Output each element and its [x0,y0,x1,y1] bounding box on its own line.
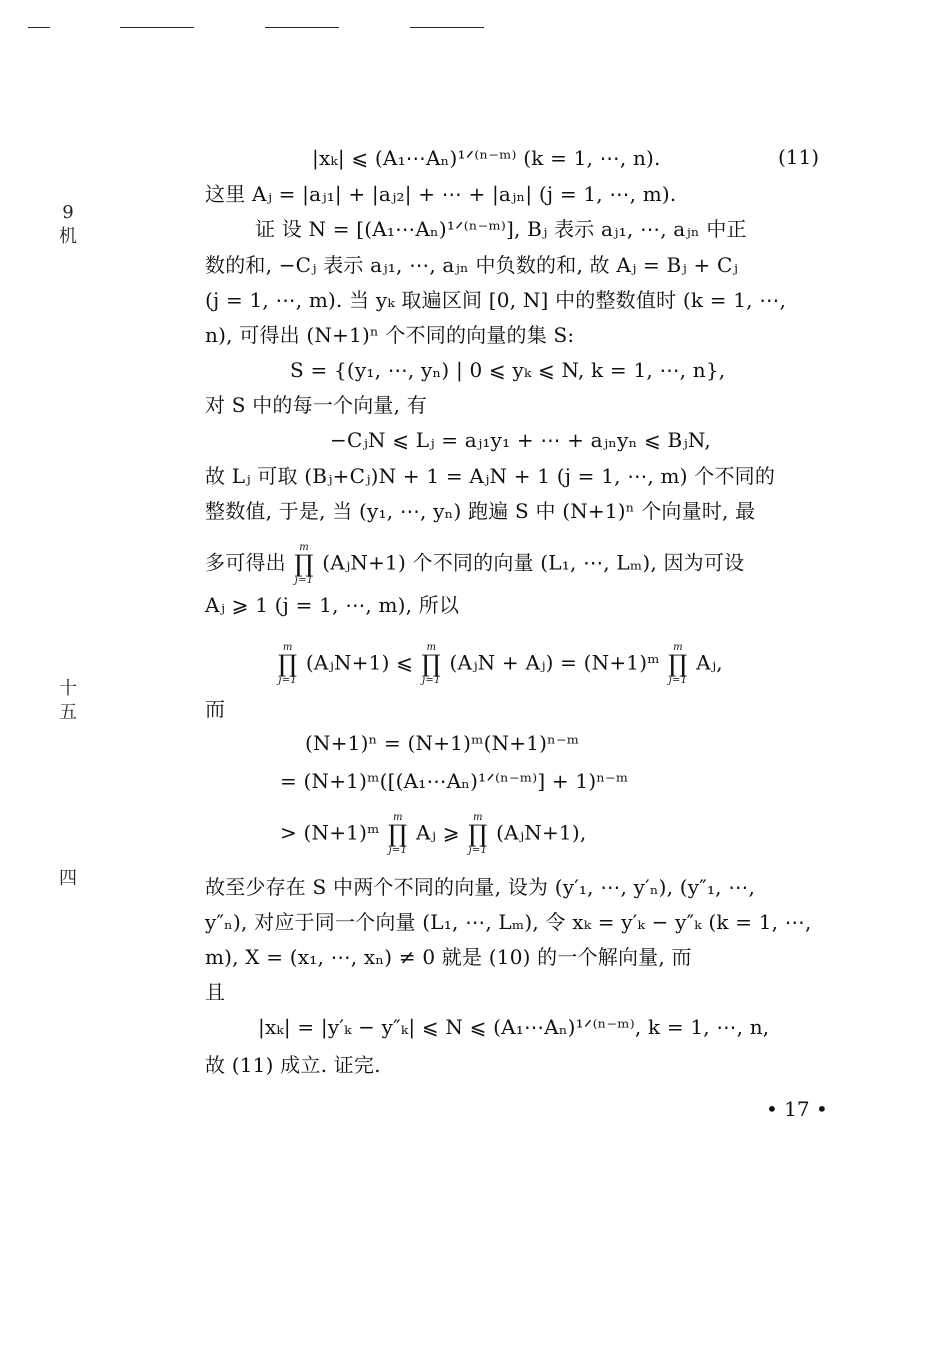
product-sign: ∏ [668,650,688,678]
product-lower: j=1 [294,575,314,586]
margin-mark-si: 四 [59,868,77,889]
equation-number-11: (11) [778,145,820,169]
text-line-11-end: (AⱼN+1) 个不同的向量 (L₁, ⋯, Lₘ), 因为可设 [322,550,745,575]
product-upper: m [473,812,483,823]
product-lower: j=1 [668,675,688,686]
product-sign: ∏ [294,550,314,578]
product-inequality-part-3: Aⱼ, [696,650,723,675]
derivation-line-3-part-1: > (N+1)ᵐ [280,820,380,845]
product-inequality-part-2: (AⱼN + Aⱼ) = (N+1)ᵐ [449,650,660,675]
product-lower: j=1 [278,675,297,686]
product-upper: m [282,642,293,653]
product-upper: m [299,542,309,553]
product-inequality [276,642,723,686]
product-inequality-part-1: (AⱼN+1) ⩽ [305,650,414,675]
product-symbol [668,642,687,686]
text-line-18: 故至少存在 S 中两个不同的向量, 设为 (y′₁, ⋯, y′ₙ), (y″₁, ⋯, [205,875,756,899]
text-line-05: n), 可得出 (N+1)ⁿ 个不同的向量的集 S: [205,323,575,347]
header-rule-2 [120,27,194,28]
margin-mark-9: 9 [62,202,74,223]
text-line-07: 对 S 中的每一个向量, 有 [205,393,427,417]
product-symbol [294,542,313,586]
final-inequality: |xₖ| = |y′ₖ − y″ₖ| ⩽ N ⩽ (A₁⋯Aₙ)¹ᐟ⁽ⁿ⁻ᵐ⁾, k = 1, ⋯, n, [258,1015,770,1039]
product-sign: ∏ [468,820,488,848]
derivation-line-3-part-3: (AⱼN+1), [496,820,587,845]
header-rule-4 [410,27,484,28]
text-line-09: 故 Lⱼ 可取 (Bⱼ+Cⱼ)N + 1 = AⱼN + 1 (j = 1, ⋯, m) 个不同的 [205,464,776,488]
text-line-21: 且 [205,980,226,1004]
product-upper: m [392,812,403,823]
product-lower: j=1 [388,845,408,856]
margin-mark-ji: 机 [59,226,77,247]
derivation-line-1: (N+1)ⁿ = (N+1)ᵐ(N+1)ⁿ⁻ᵐ [305,731,580,755]
page-number: • 17 • [766,1097,828,1121]
text-line-12: Aⱼ ⩾ 1 (j = 1, ⋯, m), 所以 [205,593,460,617]
text-line-19: y″ₙ), 对应于同一个向量 (L₁, ⋯, Lₘ), 令 xₖ = y′ₖ − y″ₖ (k = 1, ⋯, [205,910,812,934]
set-s-definition: S = {(y₁, ⋯, yₙ) | 0 ⩽ yₖ ⩽ N, k = 1, ⋯, n}, [290,358,726,382]
product-sign: ∏ [278,650,298,678]
text-line-11 [205,542,744,586]
text-line-er: 而 [205,697,226,721]
product-symbol [278,642,297,686]
derivation-line-3 [280,812,586,856]
header-rule-3 [265,27,339,28]
product-symbol [388,812,407,856]
product-lower: j=1 [422,675,441,686]
product-upper: m [426,642,437,653]
proof-end: 故 (11) 成立. 证完. [205,1053,381,1077]
text-line-11-start: 多可得出 [205,550,286,575]
margin-mark-wu: 五 [59,702,77,723]
text-line-01: 这里 Aⱼ = |aⱼ₁| + |aⱼ₂| + ⋯ + |aⱼₙ| (j = 1, ⋯, m). [205,182,677,206]
product-sign: ∏ [421,650,441,678]
product-lower: j=1 [468,845,488,856]
header-rule-1 [28,27,50,28]
derivation-line-3-part-2: Aⱼ ⩾ [416,820,460,845]
text-line-10: 整数值, 于是, 当 (y₁, ⋯, yₙ) 跑遍 S 中 (N+1)ⁿ 个向量时, 最 [205,499,756,523]
product-sign: ∏ [388,820,408,848]
product-symbol [422,642,441,686]
text-line-02: 证 设 N = [(A₁⋯Aₙ)¹ᐟ⁽ⁿ⁻ᵐ⁾], Bⱼ 表示 aⱼ₁, ⋯, aⱼₙ 中正 [255,217,747,241]
product-upper: m [673,642,683,653]
product-symbol [468,812,487,856]
derivation-line-2: = (N+1)ᵐ([(A₁⋯Aₙ)¹ᐟ⁽ⁿ⁻ᵐ⁾] + 1)ⁿ⁻ᵐ [280,769,629,793]
text-line-04: (j = 1, ⋯, m). 当 yₖ 取遍区间 [0, N] 中的整数值时 (k = 1, ⋯, [205,288,787,312]
inequality-lj: −CⱼN ⩽ Lⱼ = aⱼ₁y₁ + ⋯ + aⱼₙyₙ ⩽ BⱼN, [330,428,711,452]
text-line-03: 数的和, −Cⱼ 表示 aⱼ₁, ⋯, aⱼₙ 中负数的和, 故 Aⱼ = Bⱼ + Cⱼ [205,253,738,277]
margin-mark-shi: 十 [59,678,77,699]
equation-11: |xₖ| ⩽ (A₁⋯Aₙ)¹ᐟ⁽ⁿ⁻ᵐ⁾ (k = 1, ⋯, n). [312,146,661,170]
text-line-20: m), X = (x₁, ⋯, xₙ) ≠ 0 就是 (10) 的一个解向量, 而 [205,945,692,969]
